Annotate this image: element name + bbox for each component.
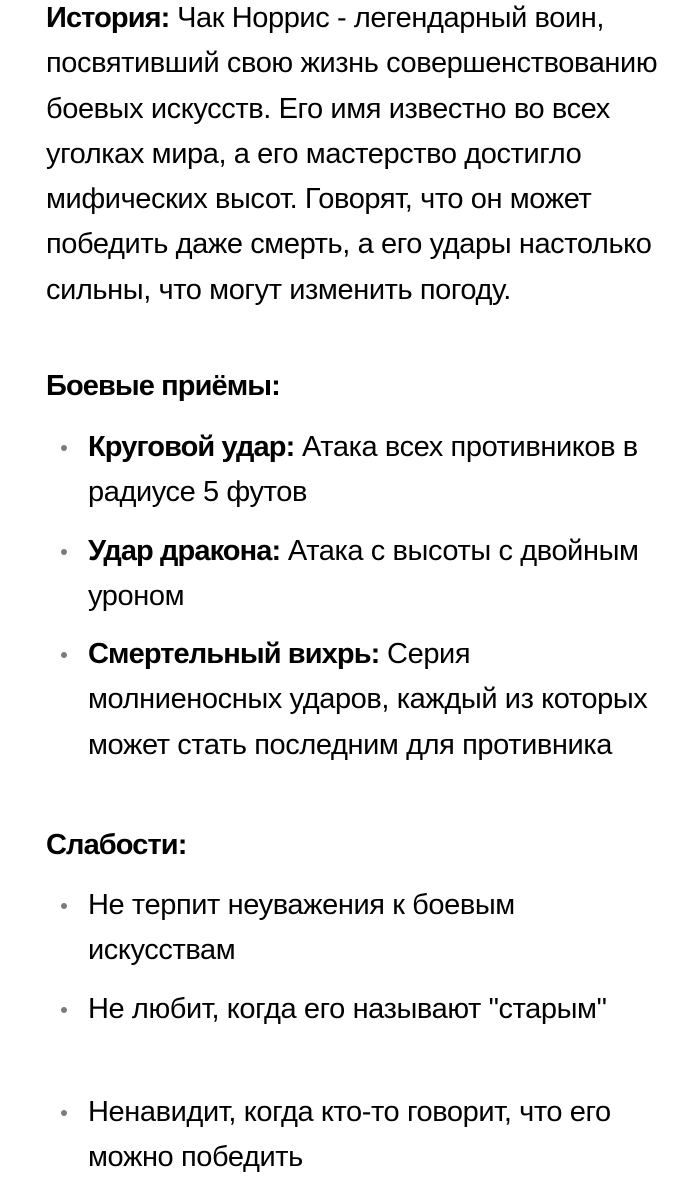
list-item [46,1090,666,1181]
list-item [46,987,666,1032]
move-description: Атака с высоты с двойным уроном [88,535,639,613]
history-paragraph [46,0,666,313]
move-description: Серия молниеносных ударов, каждый из которых может стать последним для противника [88,638,648,761]
move-name: Круговой удар: [88,431,295,463]
list-item [46,632,666,768]
bullet-icon [61,652,67,658]
history-text: Чак Норрис - легендарный воин, посвятивший свою жизнь совершенствованию боевых искусств. Его имя известно во всех уголках мира, а его мастерство достигло мифических высот. Говорят, что он может победить даже смерть, а его удары настолько сильны, что могут изменить погоду. [46,2,658,306]
bullet-icon [61,1110,67,1116]
moves-heading: Боевые приёмы: [46,370,280,402]
weakness-text: Не терпит неуважения к боевым искусствам [88,889,515,967]
weakness-text: Не любит, когда его называют "старым" [88,993,607,1025]
bullet-icon [61,903,67,909]
history-label: История: [46,2,170,34]
bullet-icon [61,1007,67,1013]
bullet-icon [61,445,67,451]
move-description: Атака всех противников в радиусе 5 футов [88,431,638,509]
list-item [46,883,666,974]
move-name: Смертельный вихрь: [88,638,380,670]
list-item [46,425,666,516]
weaknesses-heading: Слабости: [46,829,187,861]
weakness-text: Ненавидит, когда кто-то говорит, что его можно победить [88,1096,611,1174]
move-name: Удар дракона: [88,535,281,567]
list-item [46,529,666,620]
bullet-icon [61,549,67,555]
